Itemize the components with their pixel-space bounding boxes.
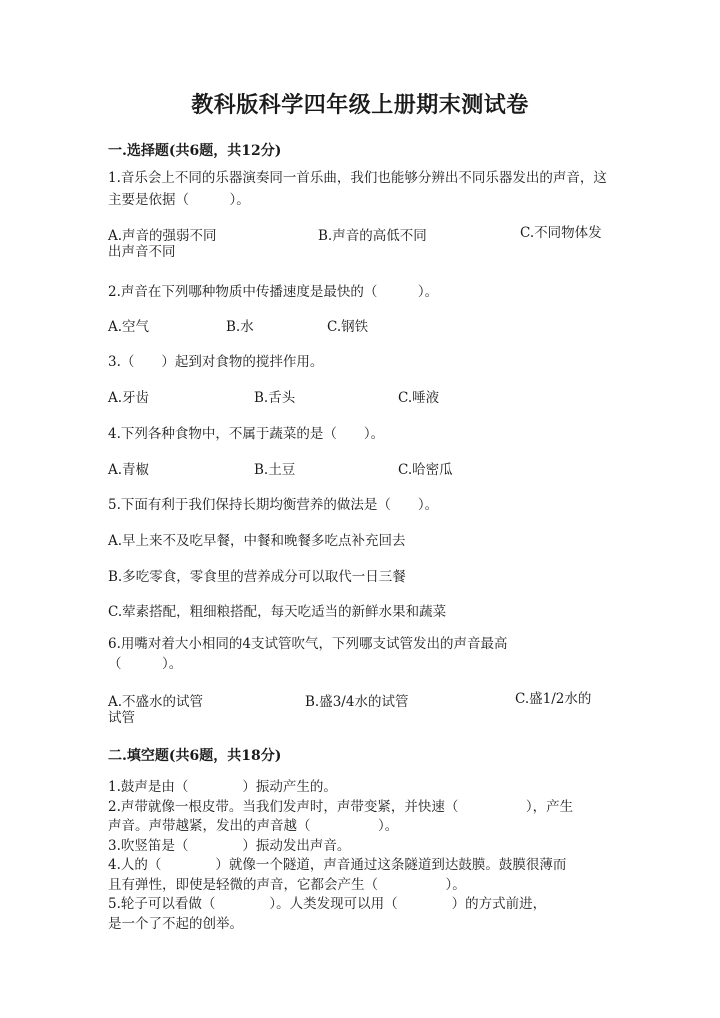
fill-in-block <box>108 778 613 934</box>
question-4-option-a: A.青椒 <box>108 462 150 478</box>
question-5-option-a: A.早上来不及吃早餐，中餐和晚餐多吃点补充回去 <box>108 533 406 549</box>
question-2-stem: 2.声音在下列哪种物质中传播速度是最快的（ ）。 <box>108 284 439 300</box>
question-2-option-a: A.空气 <box>108 319 150 335</box>
section-heading-fill: 二.填空题(共6题，共18分) <box>108 748 282 764</box>
question-1-option-a: A.声音的强弱不同 <box>108 228 217 244</box>
question-6-option-c: C.盛1/2水的试管 <box>108 691 592 726</box>
question-2-option-b: B.水 <box>226 319 254 335</box>
fill-line: 1.鼓声是由（ ）振动产生的。 <box>108 779 337 795</box>
question-6-stem: 6.用嘴对着大小相同的4支试管吹气，下列哪支试管发出的声音最高（ ）。 <box>108 636 508 672</box>
question-1-option-c: C.不同物体发出声音不同 <box>108 225 602 260</box>
question-2-option-c: C.钢铁 <box>327 319 369 335</box>
fill-line: 是一个了不起的创举。 <box>108 915 243 932</box>
question-6-option-a: A.不盛水的试管 <box>108 694 204 710</box>
question-4-option-b: B.土豆 <box>254 462 296 478</box>
question-5-option-b: B.多吃零食，零食里的营养成分可以取代一日三餐 <box>108 569 406 585</box>
question-1-stem: 1.音乐会上不同的乐器演奏同一首乐曲，我们也能够分辨出不同乐器发出的声音，这主要是依据（ ）。 <box>108 170 607 208</box>
question-3-option-c: C.唾液 <box>398 390 440 406</box>
question-4-stem: 4.下列各种食物中，不属于蔬菜的是（ ）。 <box>108 426 385 442</box>
question-1-option-b: B.声音的高低不同 <box>318 228 427 244</box>
question-4-option-c: C.哈密瓜 <box>398 462 453 478</box>
question-5-option-c: C.荤素搭配，粗细粮搭配，每天吃适当的新鲜水果和蔬菜 <box>108 604 447 620</box>
page-title: 教科版科学四年级上册期末测试卷 <box>191 92 529 118</box>
question-3-stem: 3.（ ）起到对食物的搅拌作用。 <box>108 354 324 370</box>
question-3-option-a: A.牙齿 <box>108 390 150 406</box>
fill-line: 声音。声带越紧，发出的声音越（ ）。 <box>108 818 399 834</box>
question-3-option-b: B.舌头 <box>254 390 296 406</box>
fill-line: 且有弹性，即使是轻微的声音，它都会产生（ ）。 <box>108 876 466 893</box>
section-heading-choice: 一.选择题(共6题，共12分) <box>108 143 282 159</box>
question-5-stem: 5.下面有利于我们保持长期均衡营养的做法是（ ）。 <box>108 497 439 513</box>
fill-line: 3.吹竖笛是（ ）振动发出声音。 <box>108 837 351 854</box>
fill-line: 5.轮子可以看做（ ）。人类发现可以用（ ）的方式前进， <box>108 896 547 912</box>
fill-line: 4.人的（ ）就像一个隧道，声音通过这条隧道到达鼓膜。鼓膜很薄而 <box>108 857 567 873</box>
question-6-option-b: B.盛3/4水的试管 <box>305 694 409 710</box>
fill-line: 2.声带就像一根皮带。当我们发声时，声带变紧，并快速（ ），产生 <box>108 798 574 815</box>
